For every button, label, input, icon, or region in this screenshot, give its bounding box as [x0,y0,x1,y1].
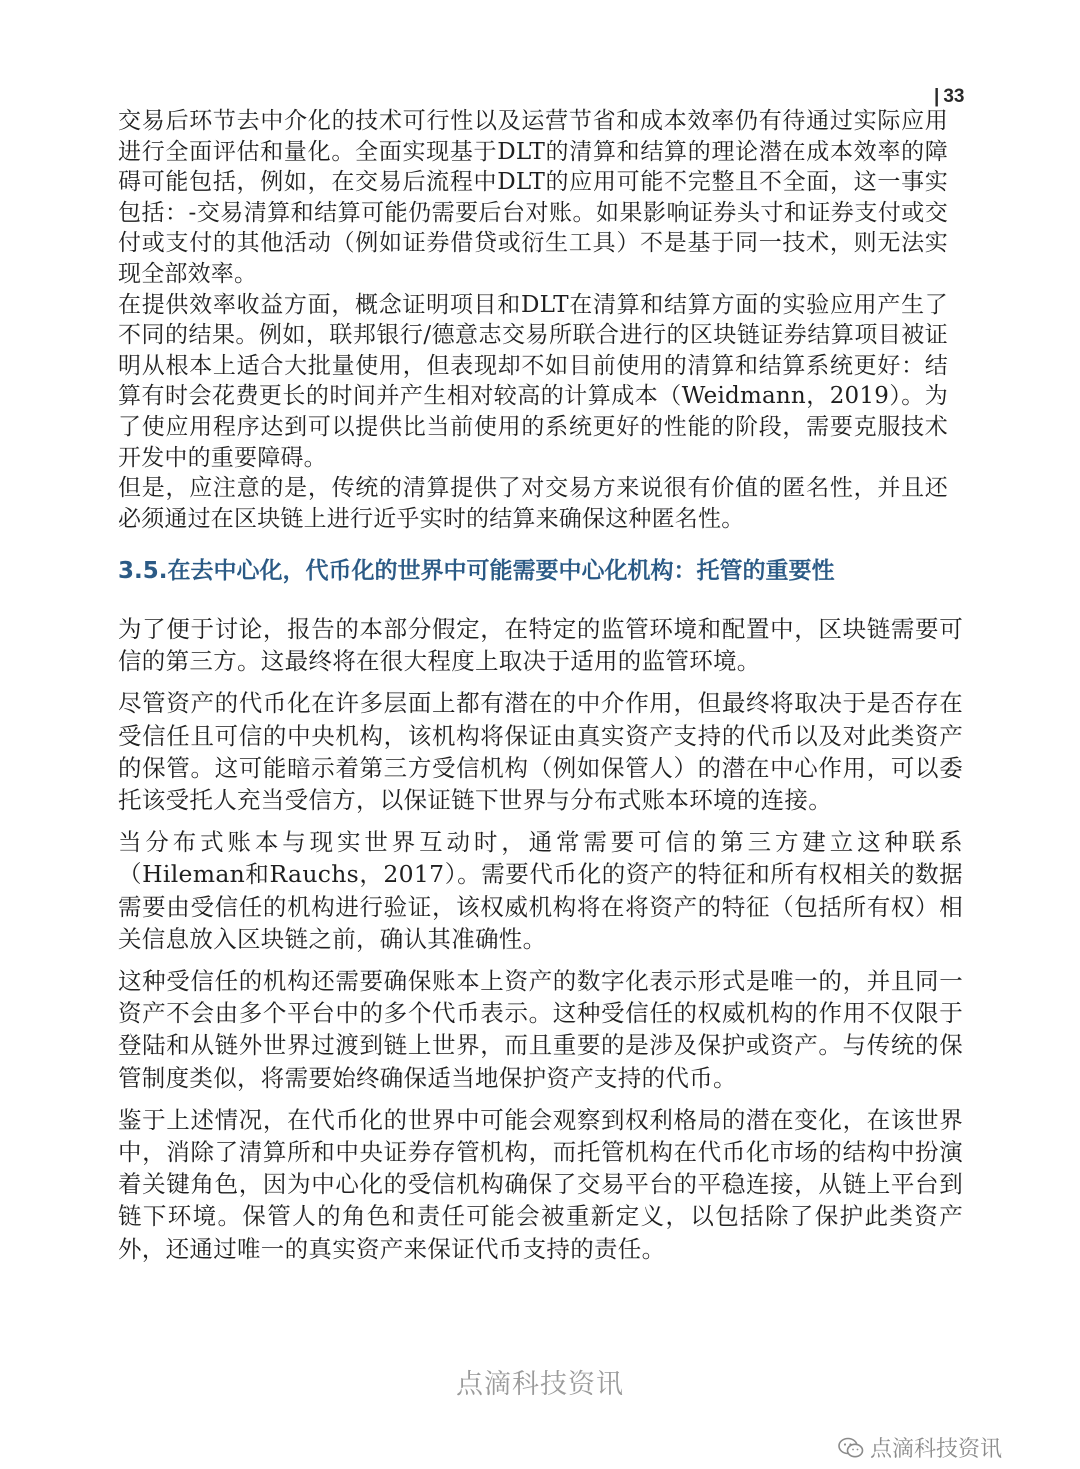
wechat-watermark [838,1432,1002,1463]
paragraph: 这种受信任的机构还需要确保账本上资产的数字化表示形式是唯一的，并且同一资产不会由多个平台中的多个代币表示。这种受信任的权威机构的作用不仅限于登陆和从链外世界过渡到链上世界，而且重要的是涉及保护或资产。与传统的保管制度类似，将需要始终确保适当地保护资产支持的代币。 [118,967,963,1092]
upper-text-block [118,106,948,534]
page-number-value: 33 [943,86,965,107]
paragraph: 鉴于上述情况，在代币化的世界中可能会观察到权利格局的潜在变化，在该世界中，消除了清算所和中央证券存管机构，而托管机构在代币化市场的结构中扮演着关键角色，因为中心化的受信机构确保了交易平台的平稳连接，从链上平台到链下环境。保管人的角色和责任可能会被重新定义，以包括除了保护此类资产外，还通过唯一的真实资产来保证代币支持的责任。 [118,1105,963,1263]
paragraph: 尽管资产的代币化在许多层面上都有潜在的中介作用，但最终将取决于是否存在受信任且可信的中央机构，该机构将保证由真实资产支持的代币以及对此类资产的保管。这可能暗示着第三方受信机构（例如保管人）的潜在中心作用，可以委托该受托人充当受信方，以保证链下世界与分布式账本环境的连接。 [118,689,963,815]
paragraph: 为了便于讨论，报告的本部分假定，在特定的监管环境和配置中，区块链需要可信的第三方。这最终将在很大程度上取决于适用的监管环境。 [118,615,963,676]
watermark-text: 点滴科技资讯 [456,1369,624,1400]
section-title: 3.5.在去中心化，代币化的世界中可能需要中心化机构：托管的重要性 [118,558,835,584]
paragraph: 当分布式账本与现实世界互动时，通常需要可信的第三方建立这种联系（Hileman和Rauchs，2017）。需要代币化的资产的特征和所有权相关的数据需要由受信任的机构进行验证，该权威机构将在将资产的特征（包括所有权）相关信息放入区块链之前，确认其准确性。 [118,828,963,953]
lower-text-block [118,613,963,1275]
paragraph: 在提供效率收益方面，概念证明项目和DLT在清算和结算方面的实验应用产生了不同的结果。例如，联邦银行/德意志交易所联合进行的区块链证券结算项目被证明从根本上适合大批量使用，但表现却不如目前使用的清算和结算系统更好：结算有时会花费更长的时间并产生相对较高的计算成本（Weidmann，2019）。为了使应用程序达到可以提供比当前使用的系统更好的性能的阶段，需要克服技术开发中的重要障碍。 [118,291,948,471]
paragraph: 交易后环节去中介化的技术可行性以及运营节省和成本效率仍有待通过实际应用进行全面评估和量化。全面实现基于DLT的清算和结算的理论潜在成本效率的障碍可能包括，例如，在交易后流程中DLT的应用可能不完整且不全面，这一事实包括：-交易清算和结算可能仍需要后台对账。如果影响证券头寸和证券支付或交付或支付的其他活动（例如证券借贷或衍生工具）不是基于同一技术，则无法实现全部效率。 [118,108,948,287]
paragraph: 但是，应注意的是，传统的清算提供了对交易方来说很有价值的匿名性，并且还必须通过在区块链上进行近乎实时的结算来确保这种匿名性。 [118,475,948,532]
wechat-icon [838,1437,864,1459]
wechat-account-name: 点滴科技资讯 [870,1437,1003,1462]
page-number: | 33 [934,86,965,107]
